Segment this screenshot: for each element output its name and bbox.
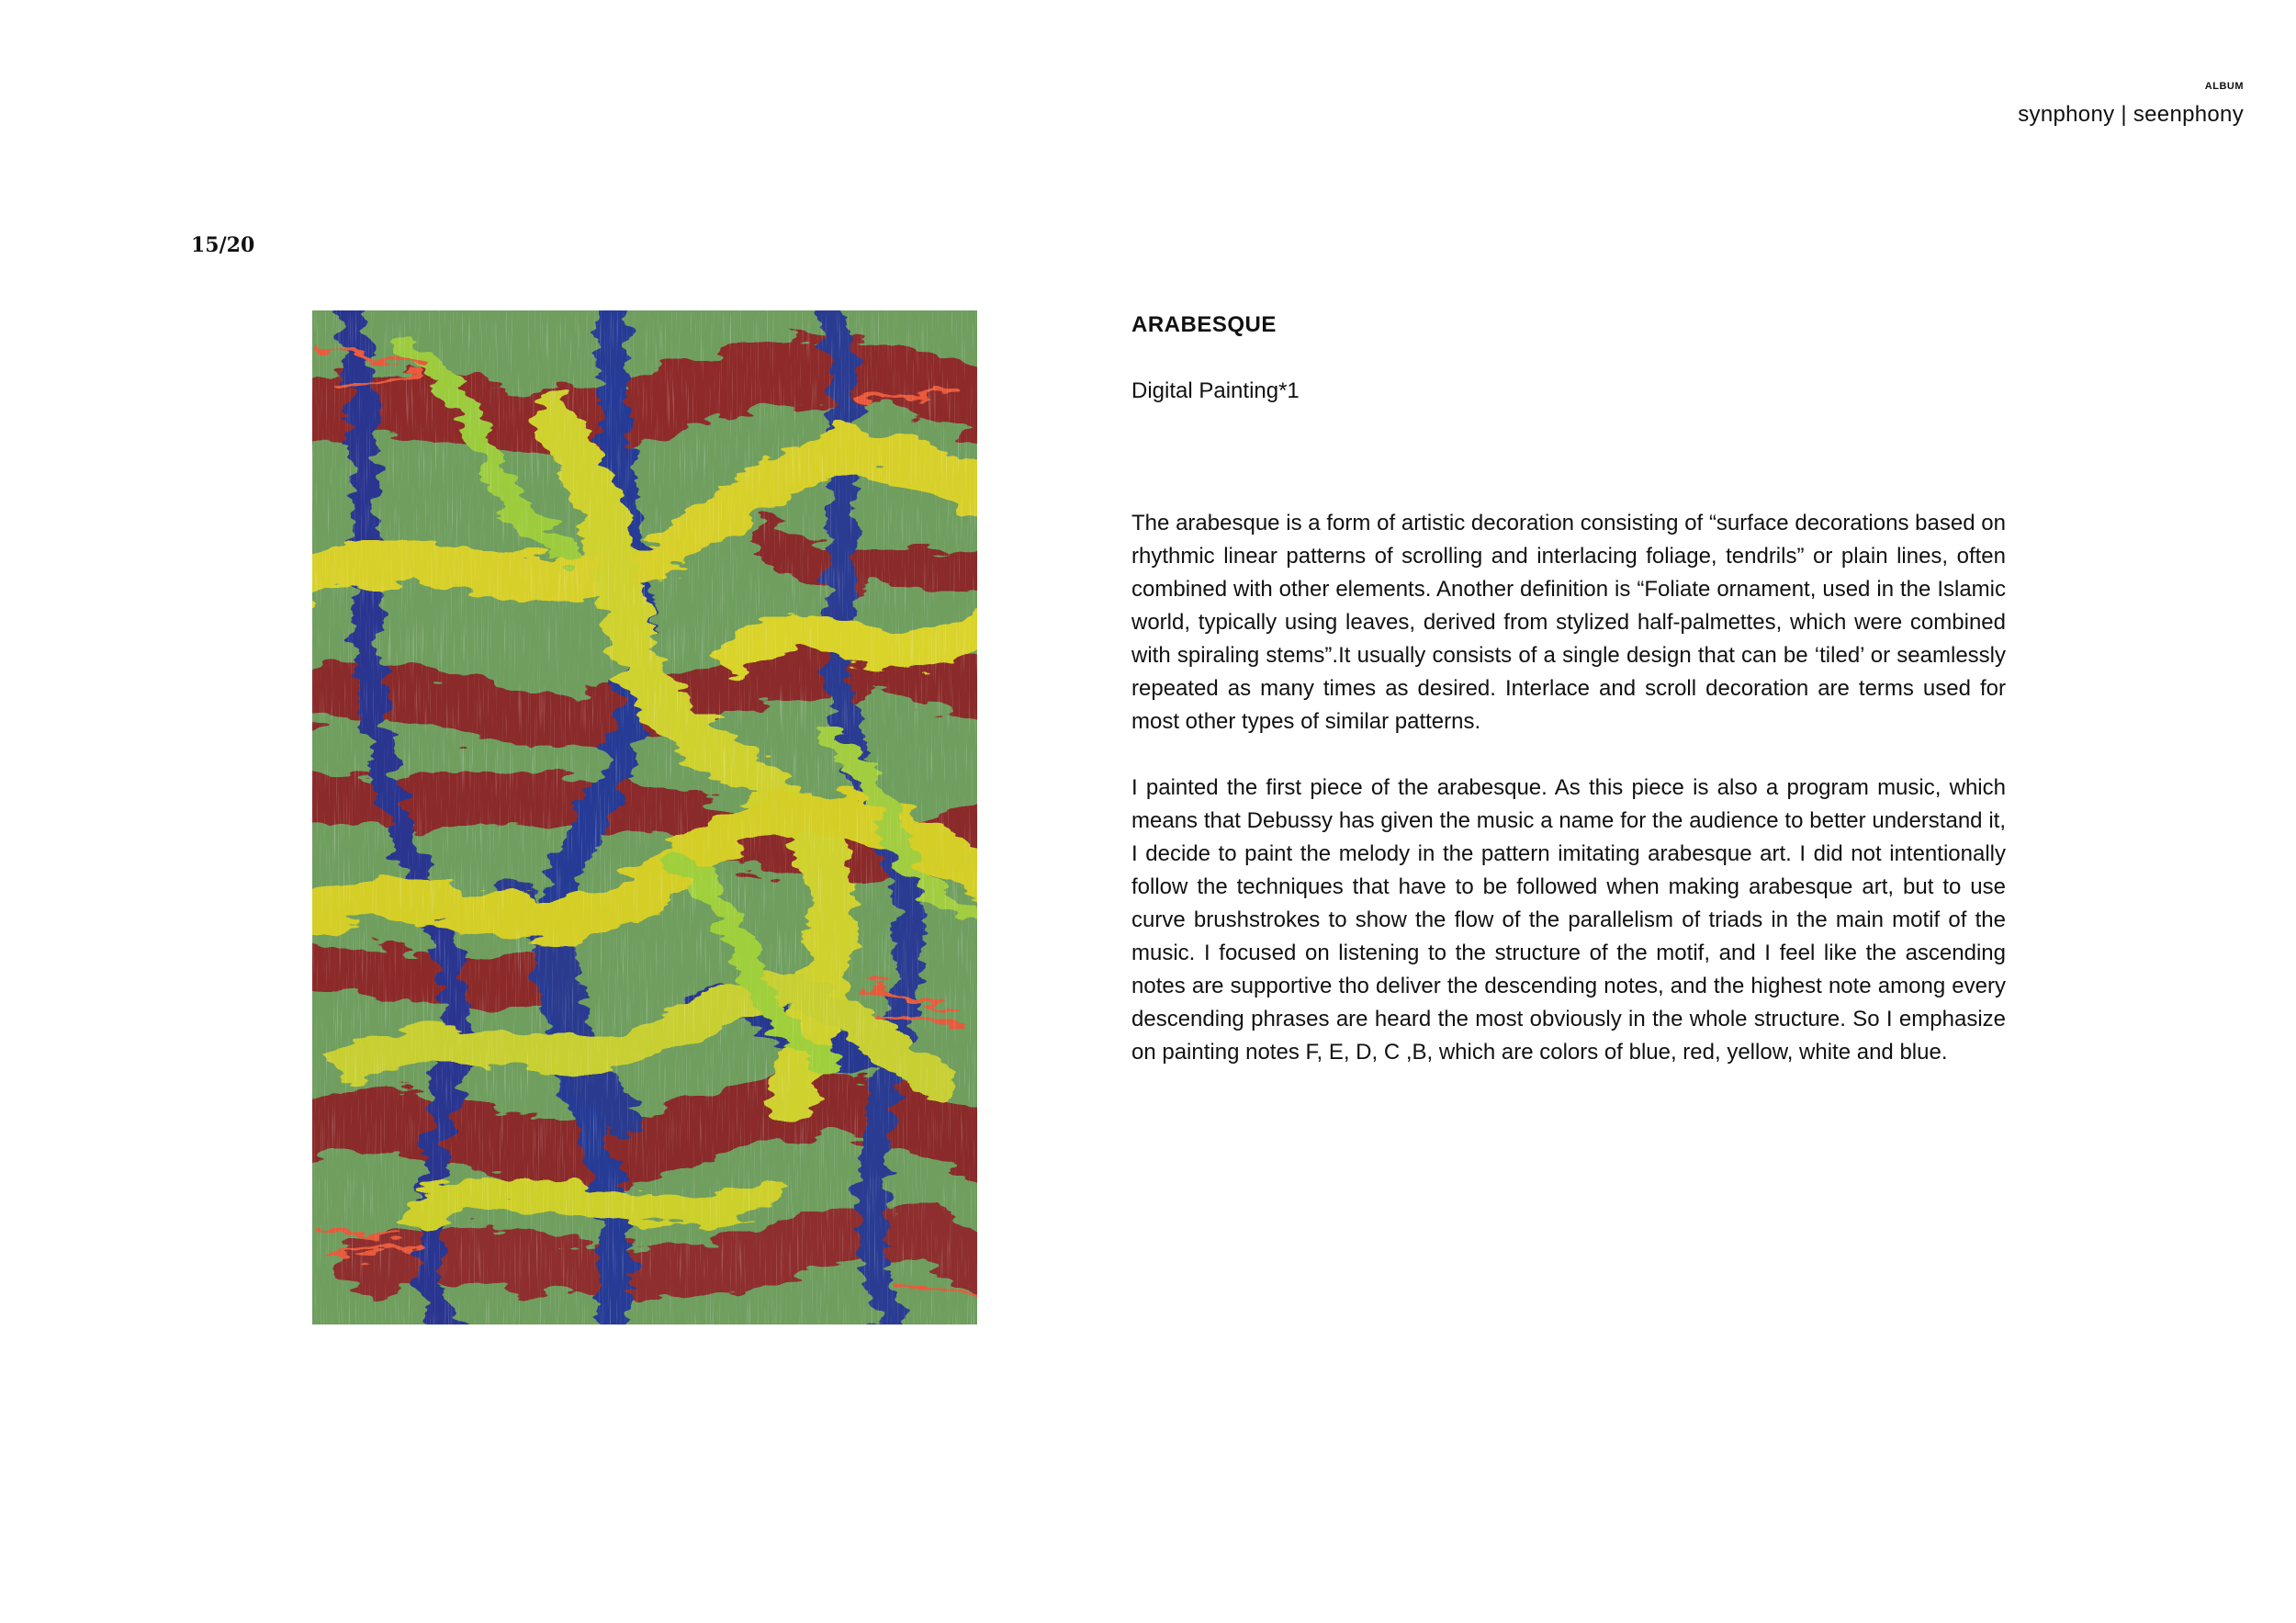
album-label: ALBUM <box>2204 81 2244 92</box>
description-paragraph: The arabesque is a form of artistic decoration consisting of “surface decorations based on rhythmic linear patterns of scrolling and interlacing foliage, tendrils” or plain lines, often combined with other elements. Another definition is “Foliate ornament, used in the Islamic world, typically using leaves, derived from stylized half-palmettes, which were combined with spiraling stems”.It usually consists of a single design that can be ‘tiled’ or seamlessly repeated as many times as desired. Interlace and scroll decoration are terms used for most other types of similar patterns. <box>1131 511 2006 734</box>
album-title: synphony | seenphony <box>2018 102 2244 127</box>
abstract-painting-image <box>312 310 977 1324</box>
description-paragraph: I painted the first piece of the arabesque. As this piece is also a program music, which means that Debussy has given the music a name for the audience to better understand it, I decide to paint the melody in the pattern imitating arabesque art. I did not intentionally follow the techniques that have to be followed when making arabesque art, but to use curve brushstrokes to show the flow of the parallelism of triads in the main motif of the music. I focused on listening to the structure of the motif, and I feel like the ascending notes are supportive tho deliver the descending notes, and the highest note among every descending phrases are heard the most obviously in the whole structure. So I emphasize on painting notes F, E, D, C ,B, which are colors of blue, red, yellow, white and blue. <box>1131 775 2006 1065</box>
work-medium: Digital Painting*1 <box>1131 378 1300 403</box>
artwork-description <box>1131 309 2006 1069</box>
work-title: ARABESQUE <box>1131 312 1277 337</box>
page-number: 15/20 <box>191 233 255 257</box>
